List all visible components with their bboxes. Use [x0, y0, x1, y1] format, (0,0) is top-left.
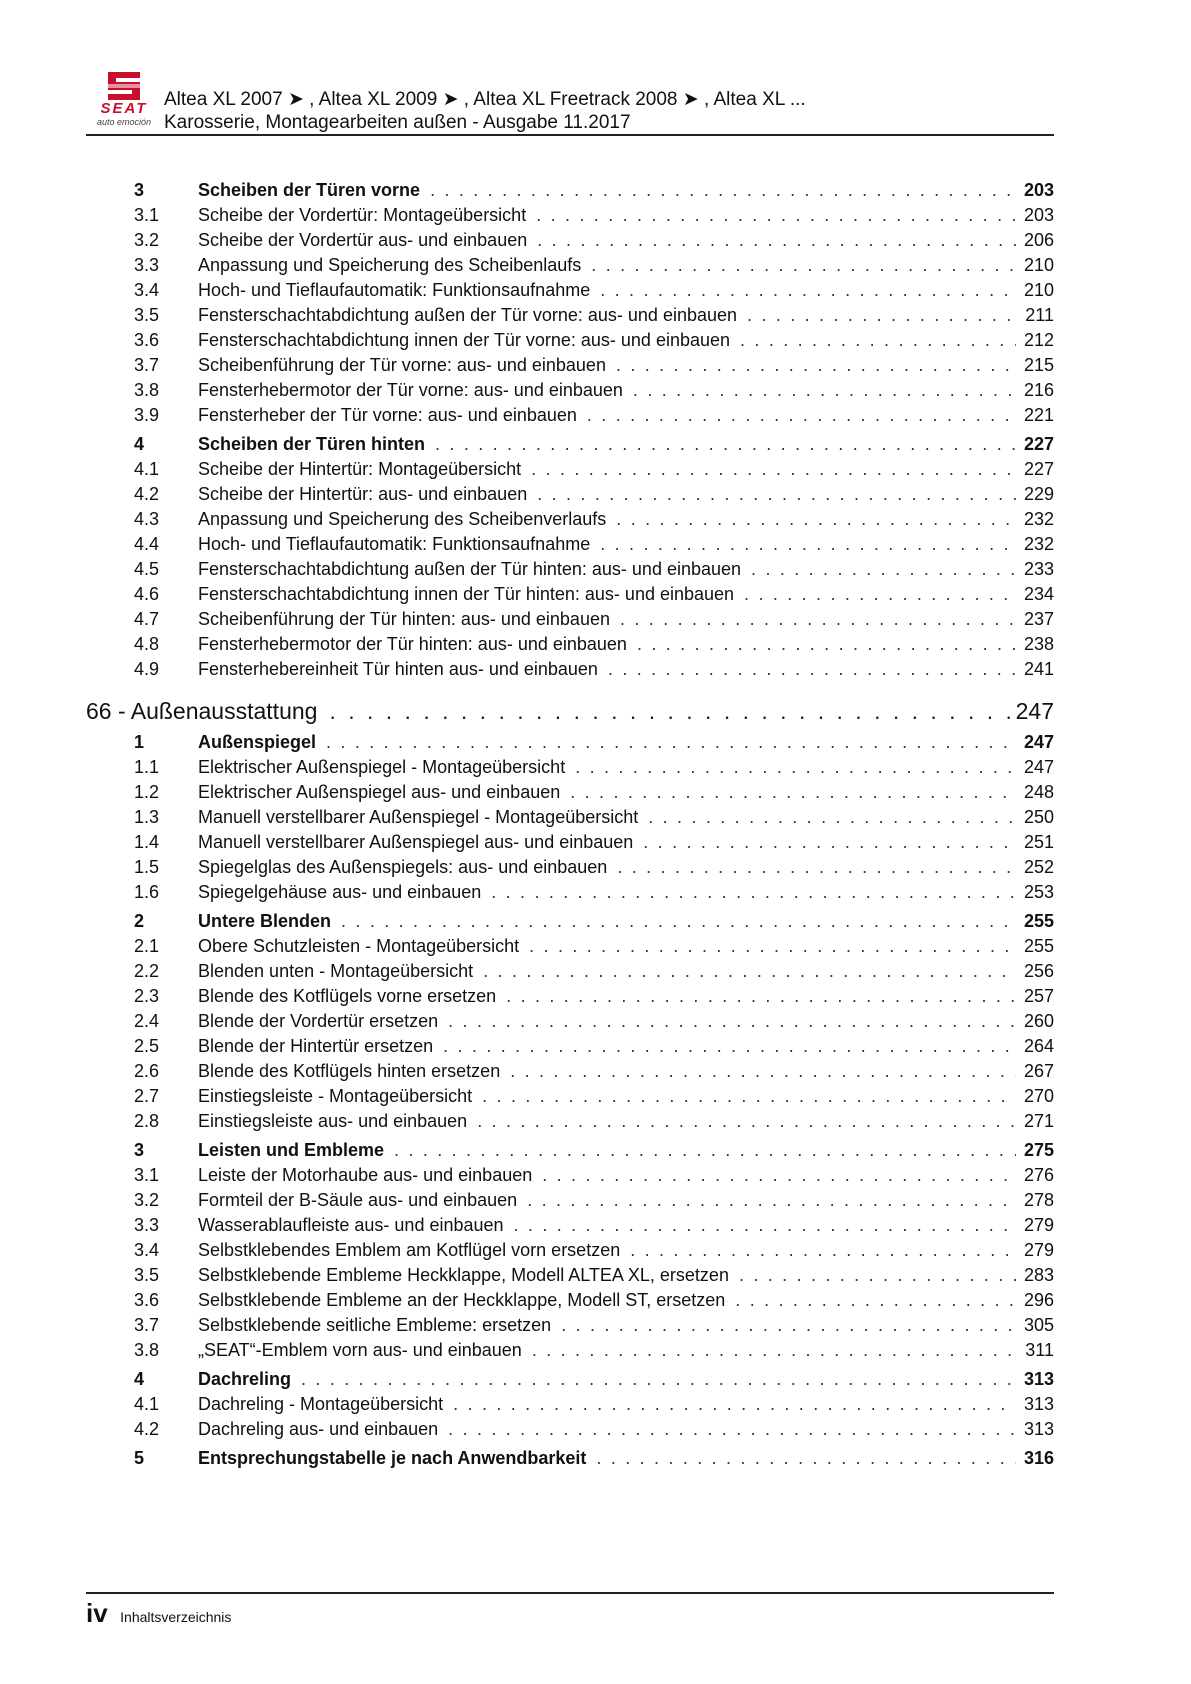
logo-tagline: auto emoción	[96, 117, 152, 127]
toc-leader-dots	[326, 730, 1016, 755]
footer-label: Inhaltsverzeichnis	[120, 1609, 232, 1625]
toc-page: 305	[1023, 1315, 1054, 1335]
toc-leader-dots	[491, 880, 1016, 905]
toc-title: Fensterhebermotor der Tür vorne: aus- und einbauen	[198, 380, 623, 400]
toc-chapter[interactable]	[86, 694, 1054, 728]
toc-item[interactable]	[86, 582, 1054, 607]
toc-page: 275	[1023, 1140, 1054, 1160]
toc-title: Untere Blenden	[198, 911, 332, 931]
toc-item[interactable]	[86, 278, 1054, 303]
toc-item[interactable]	[86, 880, 1054, 905]
toc-page: 221	[1023, 405, 1054, 425]
toc-title: Spiegelglas des Außenspiegels: aus- und einbauen	[198, 857, 608, 877]
toc-title: Blende der Hintertür ersetzen	[198, 1036, 434, 1056]
toc-title: Leisten und Embleme	[198, 1140, 385, 1160]
toc-page: 229	[1023, 484, 1054, 504]
toc-leader-dots	[637, 632, 1016, 657]
toc-leader-dots	[744, 582, 1016, 607]
toc-title: Blende des Kotflügels vorne ersetzen	[198, 986, 497, 1006]
toc-page: 279	[1023, 1240, 1054, 1260]
toc-page: 210	[1023, 255, 1054, 275]
toc-item[interactable]	[86, 482, 1054, 507]
toc-leader-dots	[570, 780, 1016, 805]
toc-number: 4.2	[134, 1419, 160, 1439]
toc-number: 1.2	[134, 782, 160, 802]
toc-number: 3.8	[134, 380, 160, 400]
toc-number: 3.1	[134, 205, 160, 225]
toc-item[interactable]	[86, 830, 1054, 855]
toc-title: Wasserablaufleiste aus- und einbauen	[198, 1215, 504, 1235]
toc-title: Scheibe der Hintertür: Montageübersicht	[198, 459, 522, 479]
toc-page: 279	[1023, 1215, 1054, 1235]
toc-title: Selbstklebendes Emblem am Kotflügel vorn ersetzen	[198, 1240, 621, 1260]
toc-section[interactable]	[86, 730, 1054, 755]
seat-logo	[86, 70, 162, 132]
toc-page: 313	[1023, 1419, 1054, 1439]
toc-leader-dots	[514, 1213, 1016, 1238]
toc-item[interactable]	[86, 1163, 1054, 1188]
header-divider	[86, 134, 1054, 136]
toc-item[interactable]	[86, 1034, 1054, 1059]
toc-page: 206	[1023, 230, 1054, 250]
toc-item[interactable]	[86, 959, 1054, 984]
toc-leader-dots	[537, 482, 1016, 507]
toc-item[interactable]	[86, 1392, 1054, 1417]
toc-page: 203	[1023, 180, 1054, 200]
toc-title: Leiste der Motorhaube aus- und einbauen	[198, 1165, 533, 1185]
toc-leader-dots	[747, 303, 1017, 328]
toc-title: Scheibe der Hintertür: aus- und einbauen	[198, 484, 528, 504]
toc-item[interactable]	[86, 934, 1054, 959]
toc-item[interactable]	[86, 303, 1054, 328]
toc-title: Elektrischer Außenspiegel aus- und einbauen	[198, 782, 561, 802]
toc-item[interactable]	[86, 557, 1054, 582]
toc-title: Entsprechungstabelle je nach Anwendbarkeit	[198, 1448, 587, 1468]
toc-title: Fensterhebereinheit Tür hinten aus- und einbauen	[198, 659, 598, 679]
toc-title: Fensterschachtabdichtung innen der Tür hinten: aus- und einbauen	[198, 584, 735, 604]
toc-item[interactable]	[86, 1288, 1054, 1313]
toc-leader-dots	[643, 830, 1016, 855]
toc-item[interactable]	[86, 1213, 1054, 1238]
toc-number: 4.8	[134, 634, 160, 654]
toc-section[interactable]	[86, 1446, 1054, 1471]
toc-page: 247	[1023, 732, 1054, 752]
toc-page: 210	[1023, 280, 1054, 300]
toc-number: 1.6	[134, 882, 160, 902]
toc-leader-dots	[616, 353, 1016, 378]
toc-leader-dots	[561, 1313, 1016, 1338]
toc-leader-dots	[596, 1446, 1016, 1471]
toc-item[interactable]	[86, 203, 1054, 228]
toc-item[interactable]	[86, 1059, 1054, 1084]
toc-leader-dots	[537, 228, 1016, 253]
toc-number: 3.3	[134, 1215, 160, 1235]
toc-title: Blende des Kotflügels hinten ersetzen	[198, 1061, 501, 1081]
toc-leader-dots	[448, 1417, 1016, 1442]
toc-title: Scheibenführung der Tür vorne: aus- und einbauen	[198, 355, 606, 375]
toc-page: 212	[1023, 330, 1054, 350]
toc-leader-dots	[575, 755, 1016, 780]
toc-number: 3.2	[134, 1190, 160, 1210]
toc-item[interactable]	[86, 1417, 1054, 1442]
toc-leader-dots	[532, 1338, 1017, 1363]
toc-title: Obere Schutzleisten - Montageübersicht	[198, 936, 520, 956]
toc-title: Fensterschachtabdichtung außen der Tür hinten: aus- und einbauen	[198, 559, 742, 579]
toc-title: Einstiegsleiste aus- und einbauen	[198, 1111, 468, 1131]
toc-page: 250	[1023, 807, 1054, 827]
toc-leader-dots	[435, 432, 1016, 457]
toc-number: 2.5	[134, 1036, 160, 1056]
toc-leader-dots	[529, 934, 1016, 959]
toc-leader-dots	[600, 278, 1016, 303]
toc-section[interactable]	[86, 178, 1054, 203]
toc-item[interactable]	[86, 1009, 1054, 1034]
toc-title: Anpassung und Speicherung des Scheibenverlaufs	[198, 509, 607, 529]
toc-title: Anpassung und Speicherung des Scheibenlaufs	[198, 255, 582, 275]
toc-number: 2.8	[134, 1111, 160, 1131]
toc-page: 233	[1023, 559, 1054, 579]
toc-number: 2.6	[134, 1061, 160, 1081]
toc-section[interactable]	[86, 1367, 1054, 1392]
toc-title: Elektrischer Außenspiegel - Montageübersicht	[198, 757, 566, 777]
toc-page: 247	[1023, 757, 1054, 777]
toc-number: 4.5	[134, 559, 160, 579]
toc-page: 237	[1023, 609, 1054, 629]
toc-number: 3.6	[134, 1290, 160, 1310]
toc-number: 2	[134, 911, 145, 931]
toc-page: 211	[1025, 305, 1054, 325]
toc-item[interactable]	[86, 328, 1054, 353]
toc-page: 256	[1023, 961, 1054, 981]
toc-leader-dots	[600, 532, 1016, 557]
toc-page: 313	[1023, 1369, 1054, 1389]
toc-item[interactable]	[86, 1338, 1054, 1363]
toc-title: Manuell verstellbarer Außenspiegel - Montageübersicht	[198, 807, 639, 827]
toc-item[interactable]	[86, 984, 1054, 1009]
toc-leader-dots	[510, 1059, 1016, 1084]
toc-leader-dots	[448, 1009, 1016, 1034]
toc-number: 3.5	[134, 305, 160, 325]
toc-number: 4.1	[134, 459, 160, 479]
toc-page: 271	[1023, 1111, 1054, 1131]
toc-title: Einstiegsleiste - Montageübersicht	[198, 1086, 473, 1106]
toc-leader-dots	[633, 378, 1016, 403]
toc-item[interactable]	[86, 532, 1054, 557]
toc-number: 1	[134, 732, 145, 752]
toc-title: Hoch- und Tieflaufautomatik: Funktionsaufnahme	[198, 280, 591, 300]
toc-number: 4.4	[134, 534, 160, 554]
toc-number: 4.7	[134, 609, 160, 629]
logo-brand: SEAT	[100, 100, 148, 117]
toc-page: 255	[1023, 936, 1054, 956]
toc-number: 3.3	[134, 255, 160, 275]
toc-leader-dots	[648, 805, 1016, 830]
toc-number: 2.7	[134, 1086, 160, 1106]
toc-number: 4.6	[134, 584, 160, 604]
toc-number: 3.1	[134, 1165, 160, 1185]
toc-page: 216	[1023, 380, 1054, 400]
toc-number: 3.6	[134, 330, 160, 350]
toc-number: 3.4	[134, 1240, 160, 1260]
toc-title: Fensterschachtabdichtung außen der Tür vorne: aus- und einbauen	[198, 305, 738, 325]
toc-page: 241	[1023, 659, 1054, 679]
toc-title: Fensterhebermotor der Tür hinten: aus- und einbauen	[198, 634, 627, 654]
toc-number: 2.2	[134, 961, 160, 981]
toc-number: 3	[134, 180, 145, 200]
toc-number: 4.9	[134, 659, 160, 679]
toc-item[interactable]	[86, 1109, 1054, 1134]
toc-number: 3.9	[134, 405, 160, 425]
header-title-line1: Altea XL 2007 ➤ , Altea XL 2009 ➤ , Altea XL Freetrack 2008 ➤ , Altea XL ...	[164, 89, 806, 110]
toc-item[interactable]	[86, 657, 1054, 682]
toc-page: 255	[1023, 911, 1054, 931]
toc-number: 3.2	[134, 230, 160, 250]
toc-number: 1.4	[134, 832, 160, 852]
toc-title: Dachreling aus- und einbauen	[198, 1419, 439, 1439]
toc-title: Hoch- und Tieflaufautomatik: Funktionsaufnahme	[198, 534, 591, 554]
toc-page: 215	[1023, 355, 1054, 375]
toc-number: 1.5	[134, 857, 160, 877]
toc-item[interactable]	[86, 1188, 1054, 1213]
toc-leader-dots	[329, 694, 1009, 728]
toc-item[interactable]	[86, 855, 1054, 880]
toc-title: Selbstklebende seitliche Embleme: ersetzen	[198, 1315, 552, 1335]
toc-title: Manuell verstellbarer Außenspiegel aus- und einbauen	[198, 832, 634, 852]
toc-page: 257	[1023, 986, 1054, 1006]
toc-number: 3.4	[134, 280, 160, 300]
toc-number: 3.7	[134, 1315, 160, 1335]
toc-leader-dots	[482, 1084, 1016, 1109]
toc-number: 4	[134, 434, 145, 454]
toc-item[interactable]	[86, 780, 1054, 805]
toc-item[interactable]	[86, 403, 1054, 428]
toc-number: 3	[134, 1140, 145, 1160]
toc-leader-dots	[536, 203, 1016, 228]
toc-leader-dots	[542, 1163, 1016, 1188]
toc-number: 1.3	[134, 807, 160, 827]
toc-page: 313	[1023, 1394, 1054, 1414]
toc-page: 232	[1023, 509, 1054, 529]
toc-leader-dots	[740, 328, 1016, 353]
toc-title: Dachreling - Montageübersicht	[198, 1394, 444, 1414]
toc-number: 1.1	[134, 757, 160, 777]
toc-page: 264	[1023, 1036, 1054, 1056]
toc-page: 227	[1023, 459, 1054, 479]
toc-title: Scheibenführung der Tür hinten: aus- und einbauen	[198, 609, 610, 629]
toc-page: 283	[1023, 1265, 1054, 1285]
toc-leader-dots	[587, 403, 1016, 428]
toc-number: 4.1	[134, 1394, 160, 1414]
toc-item[interactable]	[86, 353, 1054, 378]
toc-number: 2.3	[134, 986, 160, 1006]
toc-leader-dots	[591, 253, 1016, 278]
toc-page: 296	[1023, 1290, 1054, 1310]
toc-section[interactable]	[86, 909, 1054, 934]
toc-leader-dots	[617, 855, 1016, 880]
toc-number: 3.8	[134, 1340, 160, 1360]
toc-leader-dots	[616, 507, 1016, 532]
toc-leader-dots	[430, 178, 1016, 203]
toc-leader-dots	[477, 1109, 1016, 1134]
toc-item[interactable]	[86, 632, 1054, 657]
toc-number: 3.5	[134, 1265, 160, 1285]
toc-item[interactable]	[86, 228, 1054, 253]
page-header	[86, 70, 1054, 138]
toc-title: Blenden unten - Montageübersicht	[198, 961, 474, 981]
toc-page: 232	[1023, 534, 1054, 554]
page-footer	[86, 1598, 231, 1629]
toc-title: Spiegelgehäuse aus- und einbauen	[198, 882, 482, 902]
toc-item[interactable]	[86, 755, 1054, 780]
toc-item[interactable]	[86, 457, 1054, 482]
toc-page: 260	[1023, 1011, 1054, 1031]
toc-item[interactable]	[86, 1313, 1054, 1338]
toc-title: Selbstklebende Embleme Heckklappe, Modell ALTEA XL, ersetzen	[198, 1265, 729, 1285]
header-title-line2: Karosserie, Montagearbeiten außen - Ausgabe 11.2017	[164, 112, 631, 133]
toc-leader-dots	[301, 1367, 1016, 1392]
toc-title: Blende der Vordertür ersetzen	[198, 1011, 439, 1031]
toc-title: Scheibe der Vordertür: Montageübersicht	[198, 205, 527, 225]
toc-number: 3.7	[134, 355, 160, 375]
toc-page: 251	[1023, 832, 1054, 852]
toc-item[interactable]	[86, 1084, 1054, 1109]
toc-leader-dots	[620, 607, 1016, 632]
toc-leader-dots	[453, 1392, 1016, 1417]
toc-leader-dots	[527, 1188, 1016, 1213]
toc-page: 316	[1023, 1448, 1054, 1468]
seat-s-icon	[104, 70, 144, 102]
toc-title: Dachreling	[198, 1369, 292, 1389]
toc-chapter-page: 247	[1015, 698, 1054, 724]
toc-page: 234	[1023, 584, 1054, 604]
toc-page: 253	[1023, 882, 1054, 902]
table-of-contents	[86, 174, 1054, 1471]
toc-item[interactable]	[86, 378, 1054, 403]
toc-number: 5	[134, 1448, 145, 1468]
toc-title: Selbstklebende Embleme an der Heckklappe, Modell ST, ersetzen	[198, 1290, 726, 1310]
toc-page: 248	[1023, 782, 1054, 802]
toc-page: 227	[1023, 434, 1054, 454]
toc-leader-dots	[630, 1238, 1016, 1263]
toc-title: Fensterschachtabdichtung innen der Tür vorne: aus- und einbauen	[198, 330, 731, 350]
toc-page: 238	[1023, 634, 1054, 654]
page-number: iv	[86, 1598, 108, 1628]
toc-number: 2.1	[134, 936, 160, 956]
toc-leader-dots	[739, 1263, 1016, 1288]
toc-item[interactable]	[86, 253, 1054, 278]
toc-number: 4.2	[134, 484, 160, 504]
toc-section[interactable]	[86, 1138, 1054, 1163]
toc-leader-dots	[394, 1138, 1016, 1163]
toc-chapter-title: 66 - Außenausstattung	[86, 698, 318, 724]
toc-page: 311	[1025, 1340, 1054, 1360]
toc-item[interactable]	[86, 607, 1054, 632]
toc-title: Scheiben der Türen vorne	[198, 180, 421, 200]
toc-number: 4.3	[134, 509, 160, 529]
toc-page: 278	[1023, 1190, 1054, 1210]
toc-item[interactable]	[86, 1238, 1054, 1263]
toc-title: Scheiben der Türen hinten	[198, 434, 426, 454]
toc-title: Außenspiegel	[198, 732, 317, 752]
toc-item[interactable]	[86, 1263, 1054, 1288]
toc-page: 267	[1023, 1061, 1054, 1081]
toc-leader-dots	[735, 1288, 1016, 1313]
toc-leader-dots	[751, 557, 1016, 582]
toc-number: 2.4	[134, 1011, 160, 1031]
toc-leader-dots	[341, 909, 1016, 934]
toc-item[interactable]	[86, 507, 1054, 532]
toc-leader-dots	[443, 1034, 1016, 1059]
toc-page: 252	[1023, 857, 1054, 877]
toc-leader-dots	[506, 984, 1016, 1009]
toc-title: „SEAT“-Emblem vorn aus- und einbauen	[198, 1340, 522, 1360]
toc-title: Formteil der B-Säule aus- und einbauen	[198, 1190, 518, 1210]
toc-page: 270	[1023, 1086, 1054, 1106]
toc-page: 203	[1023, 205, 1054, 225]
toc-item[interactable]	[86, 805, 1054, 830]
toc-title: Fensterheber der Tür vorne: aus- und einbauen	[198, 405, 577, 425]
toc-number: 4	[134, 1369, 145, 1389]
toc-page: 276	[1023, 1165, 1054, 1185]
toc-leader-dots	[483, 959, 1016, 984]
toc-leader-dots	[608, 657, 1016, 682]
footer-divider	[86, 1592, 1054, 1594]
toc-title: Scheibe der Vordertür aus- und einbauen	[198, 230, 528, 250]
toc-section[interactable]	[86, 432, 1054, 457]
toc-leader-dots	[531, 457, 1016, 482]
